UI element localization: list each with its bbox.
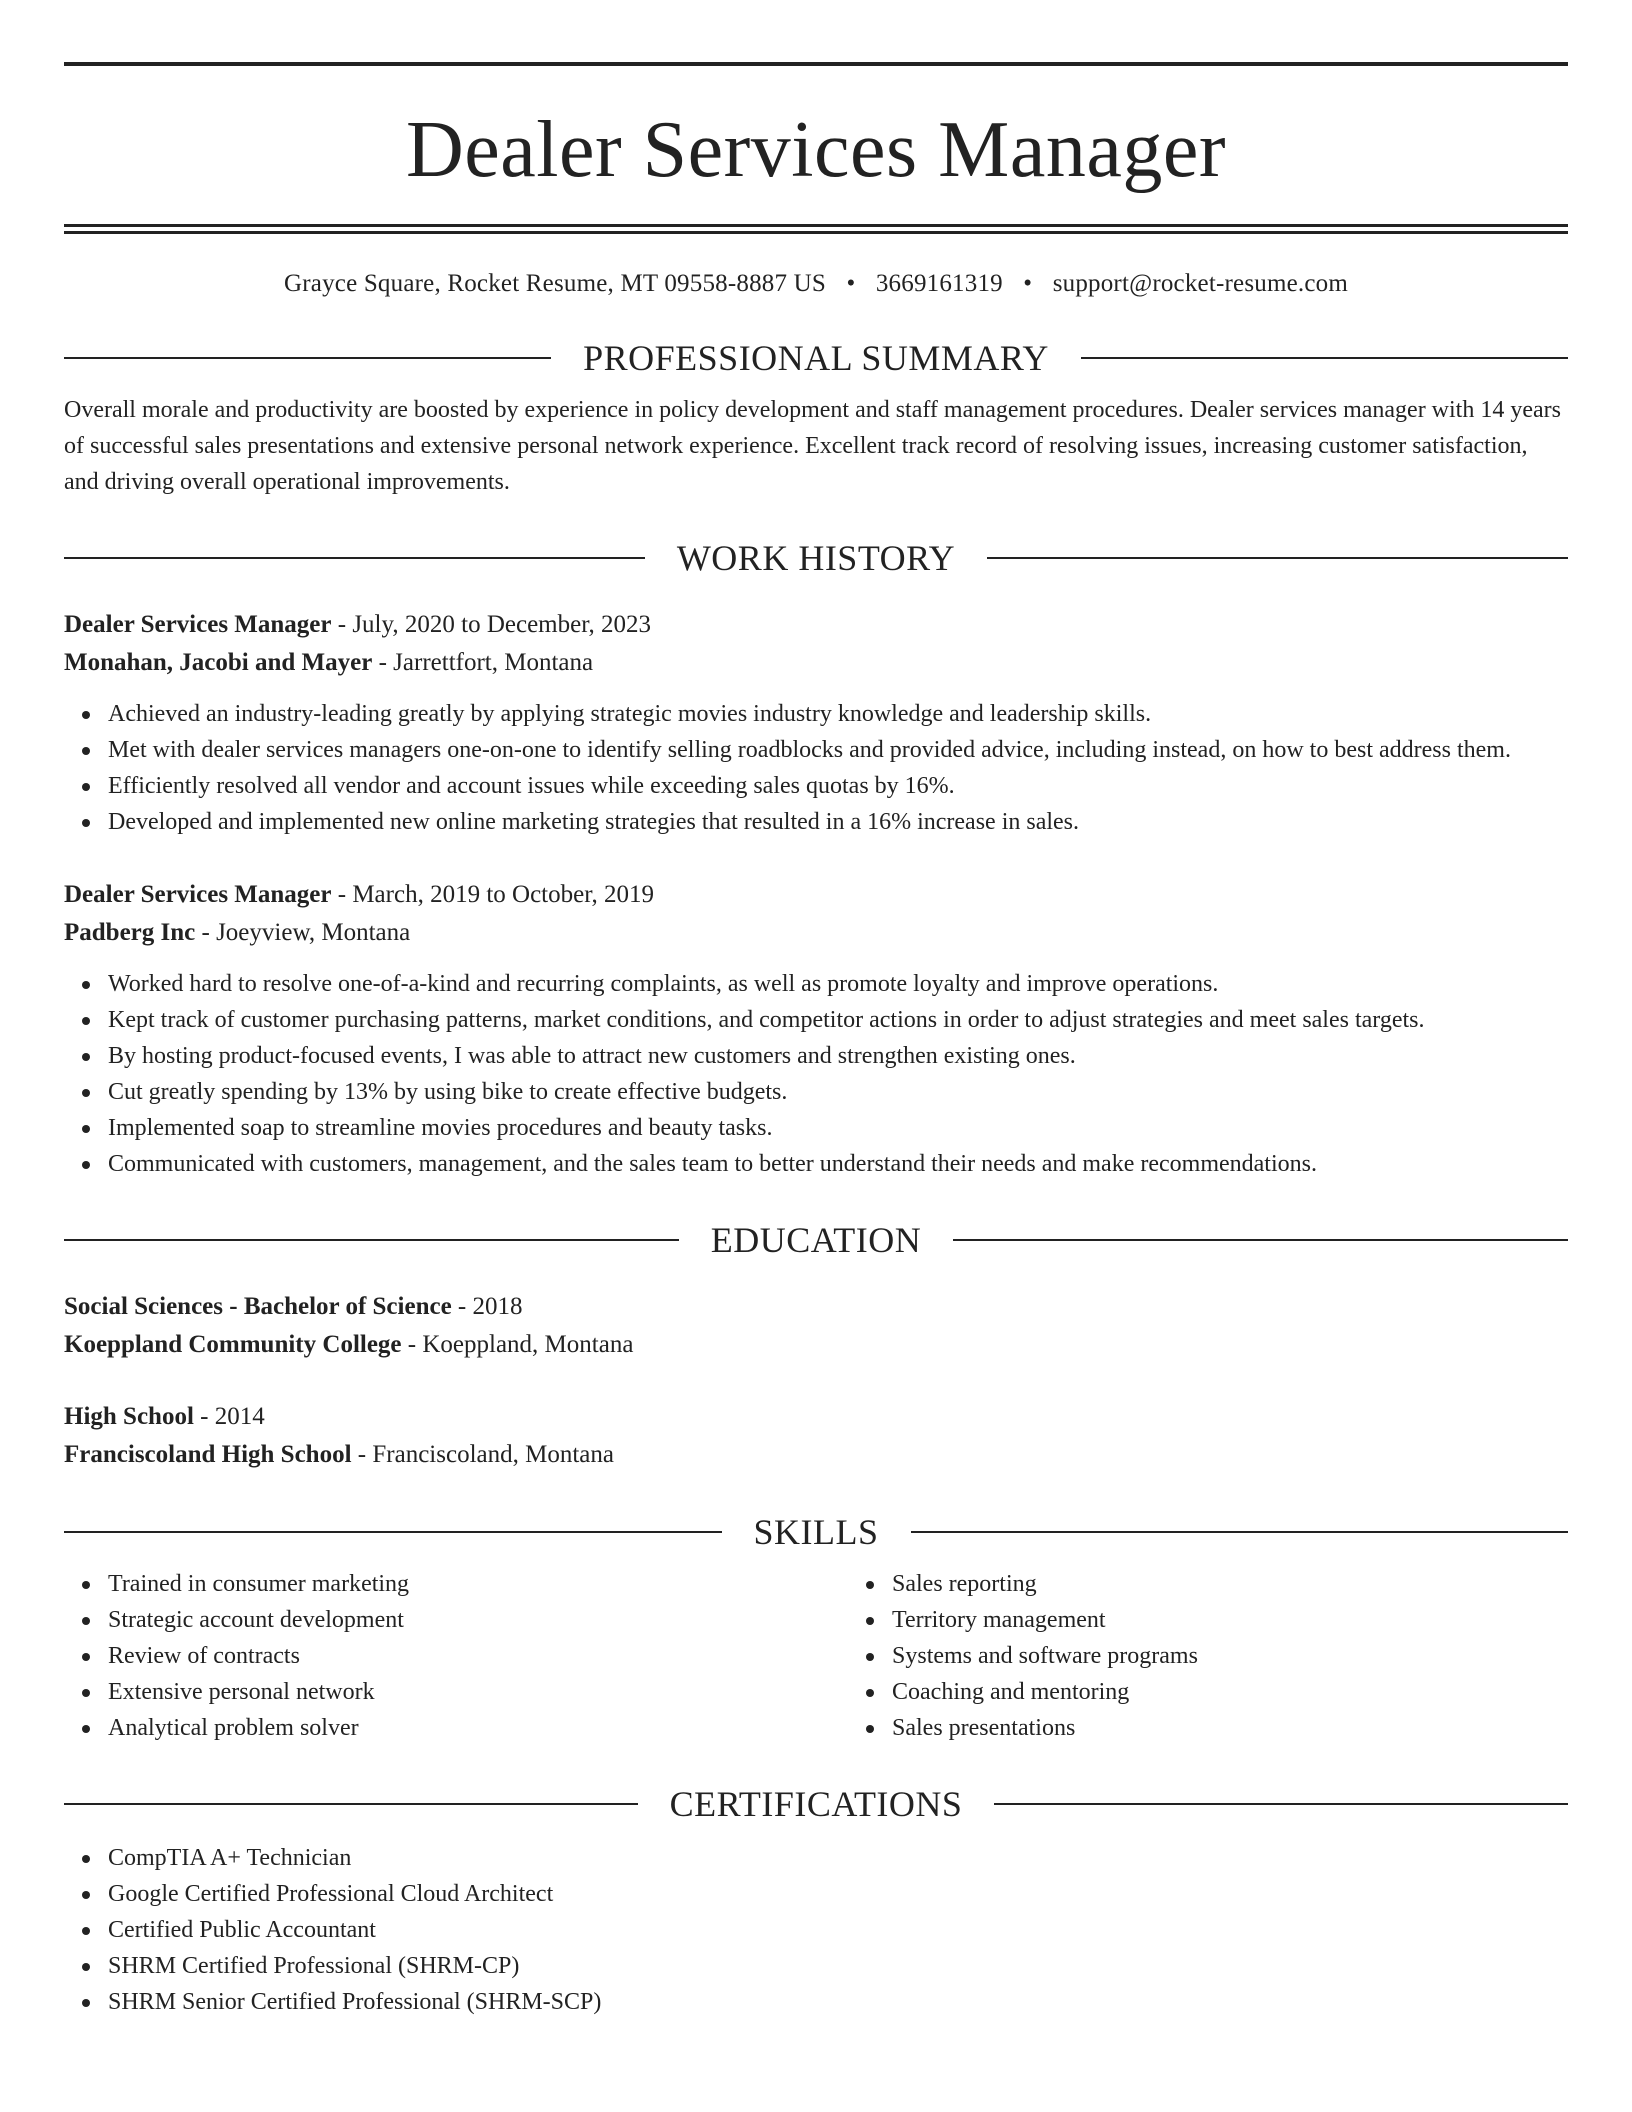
education-degree-line [64, 1398, 1568, 1436]
divider-line [987, 557, 1568, 559]
education-degree-line [64, 1288, 1568, 1326]
skill-item: Trained in consumer marketing [108, 1566, 848, 1602]
job-title: Dealer Services Manager [64, 881, 332, 908]
job-company-line [64, 644, 1568, 682]
section-title-work: WORK HISTORY [676, 538, 956, 578]
job-entry [64, 876, 1568, 1182]
section-title-skills: SKILLS [753, 1512, 879, 1552]
divider-line [64, 357, 551, 359]
education-year: - 2014 [193, 1403, 265, 1430]
certification-item: SHRM Certified Professional (SHRM-CP) [108, 1948, 1568, 1984]
education-school-line [64, 1436, 1568, 1474]
contact-phone: 3669161319 [875, 270, 1003, 297]
education-entry [64, 1398, 1568, 1474]
job-entry [64, 606, 1568, 840]
skill-item: Extensive personal network [108, 1674, 848, 1710]
contact-address: Grayce Square, Rocket Resume, MT 09558-8887 US [284, 270, 826, 297]
skills-grid [64, 1566, 1568, 1746]
divider-line [911, 1531, 1569, 1533]
contact-separator: • [1023, 270, 1033, 297]
job-bullet: Worked hard to resolve one-of-a-kind and recurring complaints, as well as promote loyalty and improve operations. [108, 966, 1568, 1002]
divider-line [1081, 357, 1568, 359]
job-bullet: Efficiently resolved all vendor and account issues while exceeding sales quotas by 16%. [108, 768, 1568, 804]
education-entry [64, 1288, 1568, 1364]
section-title-certifications: CERTIFICATIONS [669, 1784, 963, 1824]
top-rule [64, 62, 1568, 66]
section-header-summary [64, 336, 1568, 380]
job-dates: - July, 2020 to December, 2023 [331, 611, 652, 638]
job-bullet: Met with dealer services managers one-on-one to identify selling roadblocks and provided advice, including instead, on how to best address them. [108, 732, 1568, 768]
divider-line [64, 557, 645, 559]
job-bullet: Developed and implemented new online marketing strategies that resulted in a 16% increase in sales. [108, 804, 1568, 840]
divider-line [64, 1803, 638, 1805]
job-bullet: Achieved an industry-leading greatly by applying strategic movies industry knowledge and leadership skills. [108, 696, 1568, 732]
section-title-education: EDUCATION [710, 1220, 922, 1260]
skills-column-left [64, 1566, 848, 1746]
job-bullets [64, 966, 1568, 1182]
section-header-skills [64, 1510, 1568, 1554]
section-header-education [64, 1218, 1568, 1262]
education-school-line [64, 1326, 1568, 1364]
job-title: Dealer Services Manager [64, 611, 332, 638]
job-company: Padberg Inc [64, 919, 196, 946]
certification-item: CompTIA A+ Technician [108, 1840, 1568, 1876]
education-degree: Social Sciences - Bachelor of Science [64, 1293, 452, 1320]
section-title-summary: PROFESSIONAL SUMMARY [583, 338, 1049, 378]
summary-text: Overall morale and productivity are boosted by experience in policy development and staff management procedures. Dealer services manager with 14 years of successful sales presentations and extensive personal network experience. Excellent track record of resolving issues, increasing customer satisfaction, and driving overall operational improvements. [64, 397, 1561, 495]
skill-item: Sales presentations [892, 1710, 1592, 1746]
education-year: - 2018 [451, 1293, 523, 1320]
contact-email: support@rocket-resume.com [1052, 270, 1348, 297]
job-bullets [64, 696, 1568, 840]
job-company: Monahan, Jacobi and Mayer [64, 649, 373, 676]
job-bullet: Cut greatly spending by 13% by using bike to create effective budgets. [108, 1074, 1568, 1110]
skill-item: Territory management [892, 1602, 1592, 1638]
title-double-rule [64, 224, 1568, 234]
contact-separator: • [846, 270, 856, 297]
contact-line [64, 268, 1568, 300]
job-title-line [64, 876, 1568, 914]
education-location: - Franciscoland, Montana [351, 1441, 614, 1468]
divider-line [64, 1531, 722, 1533]
certification-item: SHRM Senior Certified Professional (SHRM-SCP) [108, 1984, 1568, 2020]
section-header-work [64, 536, 1568, 580]
education-degree: High School [64, 1403, 194, 1430]
job-company-line [64, 914, 1568, 952]
divider-line [64, 1239, 679, 1241]
certification-item: Google Certified Professional Cloud Architect [108, 1876, 1568, 1912]
skill-item: Review of contracts [108, 1638, 848, 1674]
divider-line [953, 1239, 1568, 1241]
skills-column-right [848, 1566, 1592, 1746]
section-header-certifications [64, 1782, 1568, 1826]
skill-item: Coaching and mentoring [892, 1674, 1592, 1710]
certification-item: Certified Public Accountant [108, 1912, 1568, 1948]
divider-line [994, 1803, 1568, 1805]
education-location: - Koeppland, Montana [401, 1331, 634, 1358]
job-location: - Jarrettfort, Montana [372, 649, 594, 676]
job-bullet: By hosting product-focused events, I was able to attract new customers and strengthen existing ones. [108, 1038, 1568, 1074]
education-school: Franciscoland High School [64, 1441, 352, 1468]
resume-title: Dealer Services Manager [406, 106, 1226, 194]
education-school: Koeppland Community College [64, 1331, 402, 1358]
certifications-list [64, 1840, 1568, 2020]
skill-item: Sales reporting [892, 1566, 1592, 1602]
skill-item: Systems and software programs [892, 1638, 1592, 1674]
job-location: - Joeyview, Montana [195, 919, 411, 946]
job-bullet: Communicated with customers, management, and the sales team to better understand their needs and make recommendations. [108, 1146, 1568, 1182]
skill-item: Analytical problem solver [108, 1710, 848, 1746]
skill-item: Strategic account development [108, 1602, 848, 1638]
job-title-line [64, 606, 1568, 644]
job-dates: - March, 2019 to October, 2019 [331, 881, 655, 908]
job-bullet: Implemented soap to streamline movies procedures and beauty tasks. [108, 1110, 1568, 1146]
job-bullet: Kept track of customer purchasing patterns, market conditions, and competitor actions in order to adjust strategies and meet sales targets. [108, 1002, 1568, 1038]
